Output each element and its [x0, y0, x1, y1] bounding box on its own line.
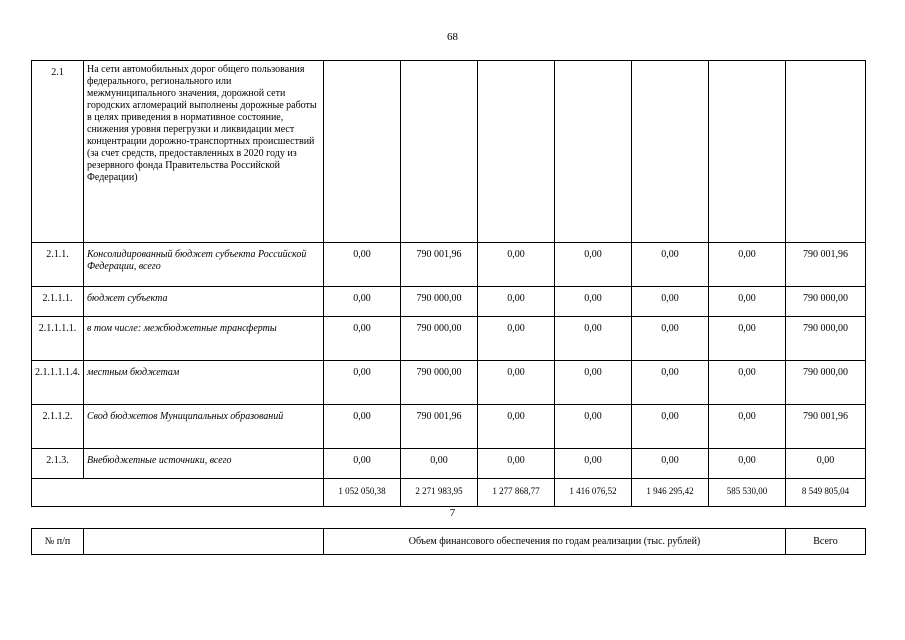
value-cell: 790 000,00 — [786, 317, 866, 361]
value-cell: 0,00 — [478, 449, 555, 479]
value-cell: 0,00 — [478, 405, 555, 449]
value-cell: 790 000,00 — [401, 287, 478, 317]
value-cell: 0,00 — [555, 449, 632, 479]
page-number: 68 — [447, 31, 458, 43]
totals-row — [32, 479, 866, 507]
value-cell: 790 000,00 — [786, 361, 866, 405]
value-cell: 0,00 — [709, 287, 786, 317]
value-cell: 0,00 — [324, 317, 401, 361]
row-description: Внебюджетные источники, всего — [84, 449, 324, 479]
value-cell: 0,00 — [632, 361, 709, 405]
value-cell: 0,00 — [555, 243, 632, 287]
table-row — [32, 449, 866, 479]
value-cell — [786, 61, 866, 243]
value-cell: 790 001,96 — [401, 243, 478, 287]
value-cell: 0,00 — [478, 317, 555, 361]
value-cell: 0,00 — [324, 449, 401, 479]
header-volume: Объем финансового обеспечения по годам реализации (тыс. рублей) — [324, 529, 786, 555]
totals-label-cell — [32, 479, 324, 507]
row-description: местным бюджетам — [84, 361, 324, 405]
value-cell: 0,00 — [709, 361, 786, 405]
column-number-marker: 7 — [449, 507, 456, 519]
row-number: 2.1 — [32, 61, 84, 243]
value-cell: 0,00 — [324, 405, 401, 449]
row-description: бюджет субъекта — [84, 287, 324, 317]
row-description: в том числе: межбюджетные трансферты — [84, 317, 324, 361]
row-number: 2.1.1.1.1.4. — [32, 361, 84, 405]
value-cell: 0,00 — [324, 243, 401, 287]
value-cell — [401, 61, 478, 243]
total-cell: 1 052 050,38 — [324, 479, 401, 507]
value-cell: 0,00 — [555, 317, 632, 361]
table-row — [32, 61, 866, 243]
value-cell: 0,00 — [555, 287, 632, 317]
value-cell: 790 000,00 — [786, 287, 866, 317]
value-cell: 0,00 — [709, 449, 786, 479]
row-number: 2.1.1.1. — [32, 287, 84, 317]
value-cell: 790 000,00 — [401, 361, 478, 405]
header-total: Всего — [786, 529, 866, 555]
row-description: На сети автомобильных дорог общего пользования федерального, регионального или межмуниципального значения, дорожной сети городских агломераций выполнены дорожные работы в целях приведения в нормативное состояние, снижения уровня перегрузки и ликвидации мест концентрации дорожно-транспортных происшествий (за счет средств, предоставленных в 2020 году из резервного фонда Правительства Российской Федерации) — [84, 61, 324, 243]
finance-table — [31, 60, 866, 507]
value-cell: 0,00 — [709, 405, 786, 449]
value-cell: 0,00 — [324, 361, 401, 405]
value-cell: 790 001,96 — [786, 243, 866, 287]
value-cell: 790 000,00 — [401, 317, 478, 361]
header-row — [32, 529, 866, 555]
total-cell: 585 530,00 — [709, 479, 786, 507]
value-cell: 0,00 — [632, 317, 709, 361]
header-table — [31, 528, 866, 555]
value-cell: 790 001,96 — [401, 405, 478, 449]
value-cell: 0,00 — [401, 449, 478, 479]
value-cell: 0,00 — [709, 243, 786, 287]
table-row — [32, 317, 866, 361]
value-cell: 0,00 — [555, 361, 632, 405]
value-cell: 0,00 — [478, 287, 555, 317]
total-cell: 1 946 295,42 — [632, 479, 709, 507]
table-row — [32, 405, 866, 449]
table-row — [32, 287, 866, 317]
value-cell — [478, 61, 555, 243]
value-cell — [324, 61, 401, 243]
value-cell: 0,00 — [632, 449, 709, 479]
value-cell: 0,00 — [632, 287, 709, 317]
row-number: 2.1.1.1.1. — [32, 317, 84, 361]
row-description: Свод бюджетов Муниципальных образований — [84, 405, 324, 449]
row-number: 2.1.1. — [32, 243, 84, 287]
value-cell: 0,00 — [632, 405, 709, 449]
value-cell: 0,00 — [324, 287, 401, 317]
total-cell: 8 549 805,04 — [786, 479, 866, 507]
value-cell: 0,00 — [786, 449, 866, 479]
value-cell: 0,00 — [478, 243, 555, 287]
value-cell: 0,00 — [632, 243, 709, 287]
table-row — [32, 361, 866, 405]
header-num: № п/п — [32, 529, 84, 555]
value-cell: 790 001,96 — [786, 405, 866, 449]
value-cell — [709, 61, 786, 243]
total-cell: 1 416 076,52 — [555, 479, 632, 507]
value-cell — [632, 61, 709, 243]
row-description: Консолидированный бюджет субъекта Российской Федерации, всего — [84, 243, 324, 287]
value-cell: 0,00 — [555, 405, 632, 449]
total-cell: 1 277 868,77 — [478, 479, 555, 507]
total-cell: 2 271 983,95 — [401, 479, 478, 507]
row-number: 2.1.1.2. — [32, 405, 84, 449]
header-blank — [84, 529, 324, 555]
value-cell: 0,00 — [709, 317, 786, 361]
table-row — [32, 243, 866, 287]
value-cell — [555, 61, 632, 243]
value-cell: 0,00 — [478, 361, 555, 405]
row-number: 2.1.3. — [32, 449, 84, 479]
